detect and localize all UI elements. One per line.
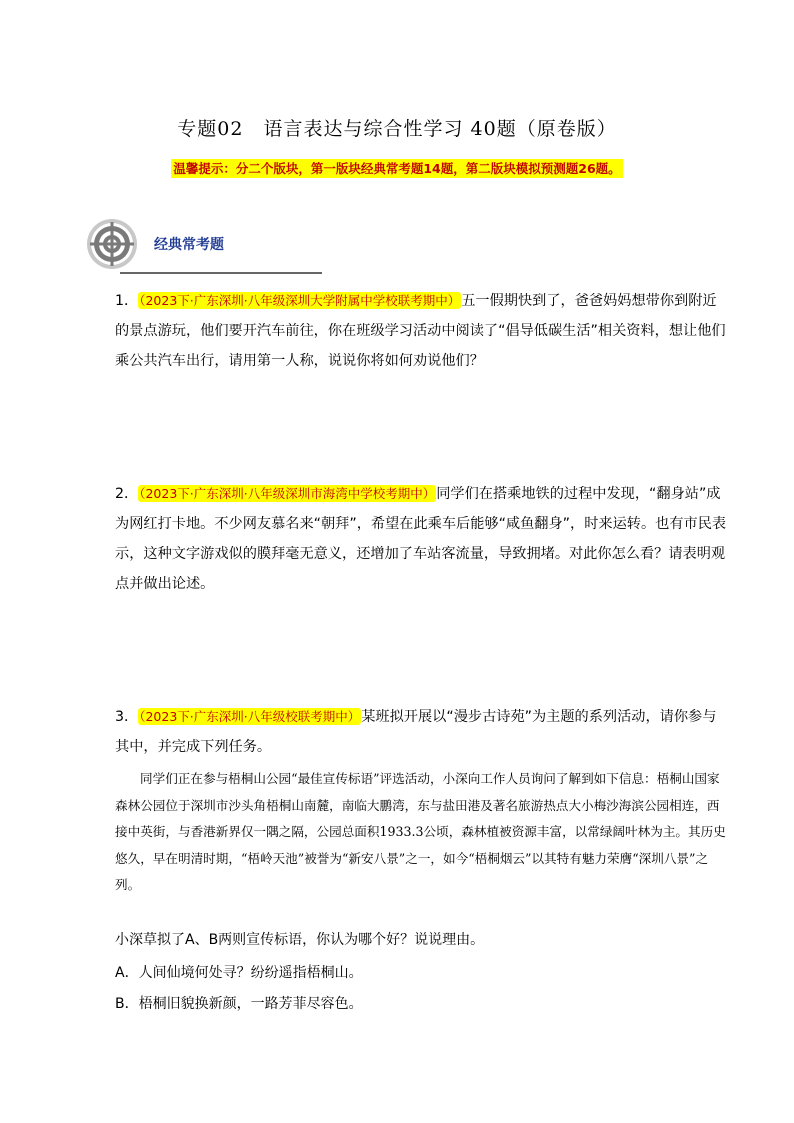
tip-banner: 温馨提示：分二个版块，第一版块经典常考题14题，第二版块模拟预测题26题。 xyxy=(173,161,621,176)
section-title: 经典常考题 xyxy=(154,237,224,253)
question-number: 2． xyxy=(115,486,139,502)
source-tag: （2023下·广东深圳·八年级校联考期中） xyxy=(139,709,361,724)
question-number: 3． xyxy=(115,709,139,725)
source-tag: （2023下·广东深圳·八年级深圳市海湾中学校考期中） xyxy=(139,486,436,501)
tip-container xyxy=(0,158,794,178)
target-icon xyxy=(80,218,150,280)
task-prompt: 小深草拟了A、B两则宣传标语，你认为哪个好？说说理由。 xyxy=(115,932,485,948)
question-text: 某班拟开展以“漫步古诗苑”为主题的系列活动，请你参与其中，并完成下列任务。 xyxy=(115,709,717,755)
question-text: 五一假期快到了，爸爸妈妈想带你到附近的景点游玩，他们要开汽车前往，你在班级学习活动中阅读了“倡导低碳生活”相关资料，想让他们乘公共汽车出行，请用第一人称，说说你将如何劝说他们？ xyxy=(115,293,726,369)
question-3 xyxy=(115,702,727,762)
section-header xyxy=(80,218,250,278)
option-a: A．人间仙境何处寻？纷纷遥指梧桐山。 xyxy=(115,965,363,981)
option-b: B．梧桐旧貌换新颜，一路芳菲尽容色。 xyxy=(115,996,363,1012)
section-underline xyxy=(120,272,322,274)
question-2 xyxy=(115,479,727,599)
question-number: 1． xyxy=(115,293,139,309)
page-title: 专题02 语言表达与综合性学习 40题（原卷版） xyxy=(177,118,617,140)
source-tag: （2023下·广东深圳·八年级深圳大学附属中学校联考期中） xyxy=(139,293,461,308)
reading-passage: 同学们正在参与梧桐山公园“最佳宣传标语”评选活动，小深向工作人员询问了解到如下信息：梧桐山国家森林公园位于深圳市沙头角梧桐山南麓，南临大鹏湾，东与盐田港及著名旅游热点大小梅沙海滨公园相连，西接中英街，与香港新界仅一隅之隔，公园总面积1933.3公顷，森林植被资源丰富，以常绿阔叶林为主。其历史悠久，早在明清时期，“梧岭天池”被誉为“新安八景”之一，如今“梧桐烟云”以其特有魅力荣膺“深圳八景”之列。 xyxy=(115,771,726,892)
question-text: 同学们在搭乘地铁的过程中发现，“翻身站”成为网红打卡地。不少网友慕名来“朝拜”，希望在此乘车后能够“咸鱼翻身”，时来运转。也有市民表示，这种文字游戏似的膜拜毫无意义，还增加了车站客流量，导致拥堵。对此你怎么看？请表明观点并做出论述。 xyxy=(115,486,727,592)
question-1 xyxy=(115,286,727,376)
